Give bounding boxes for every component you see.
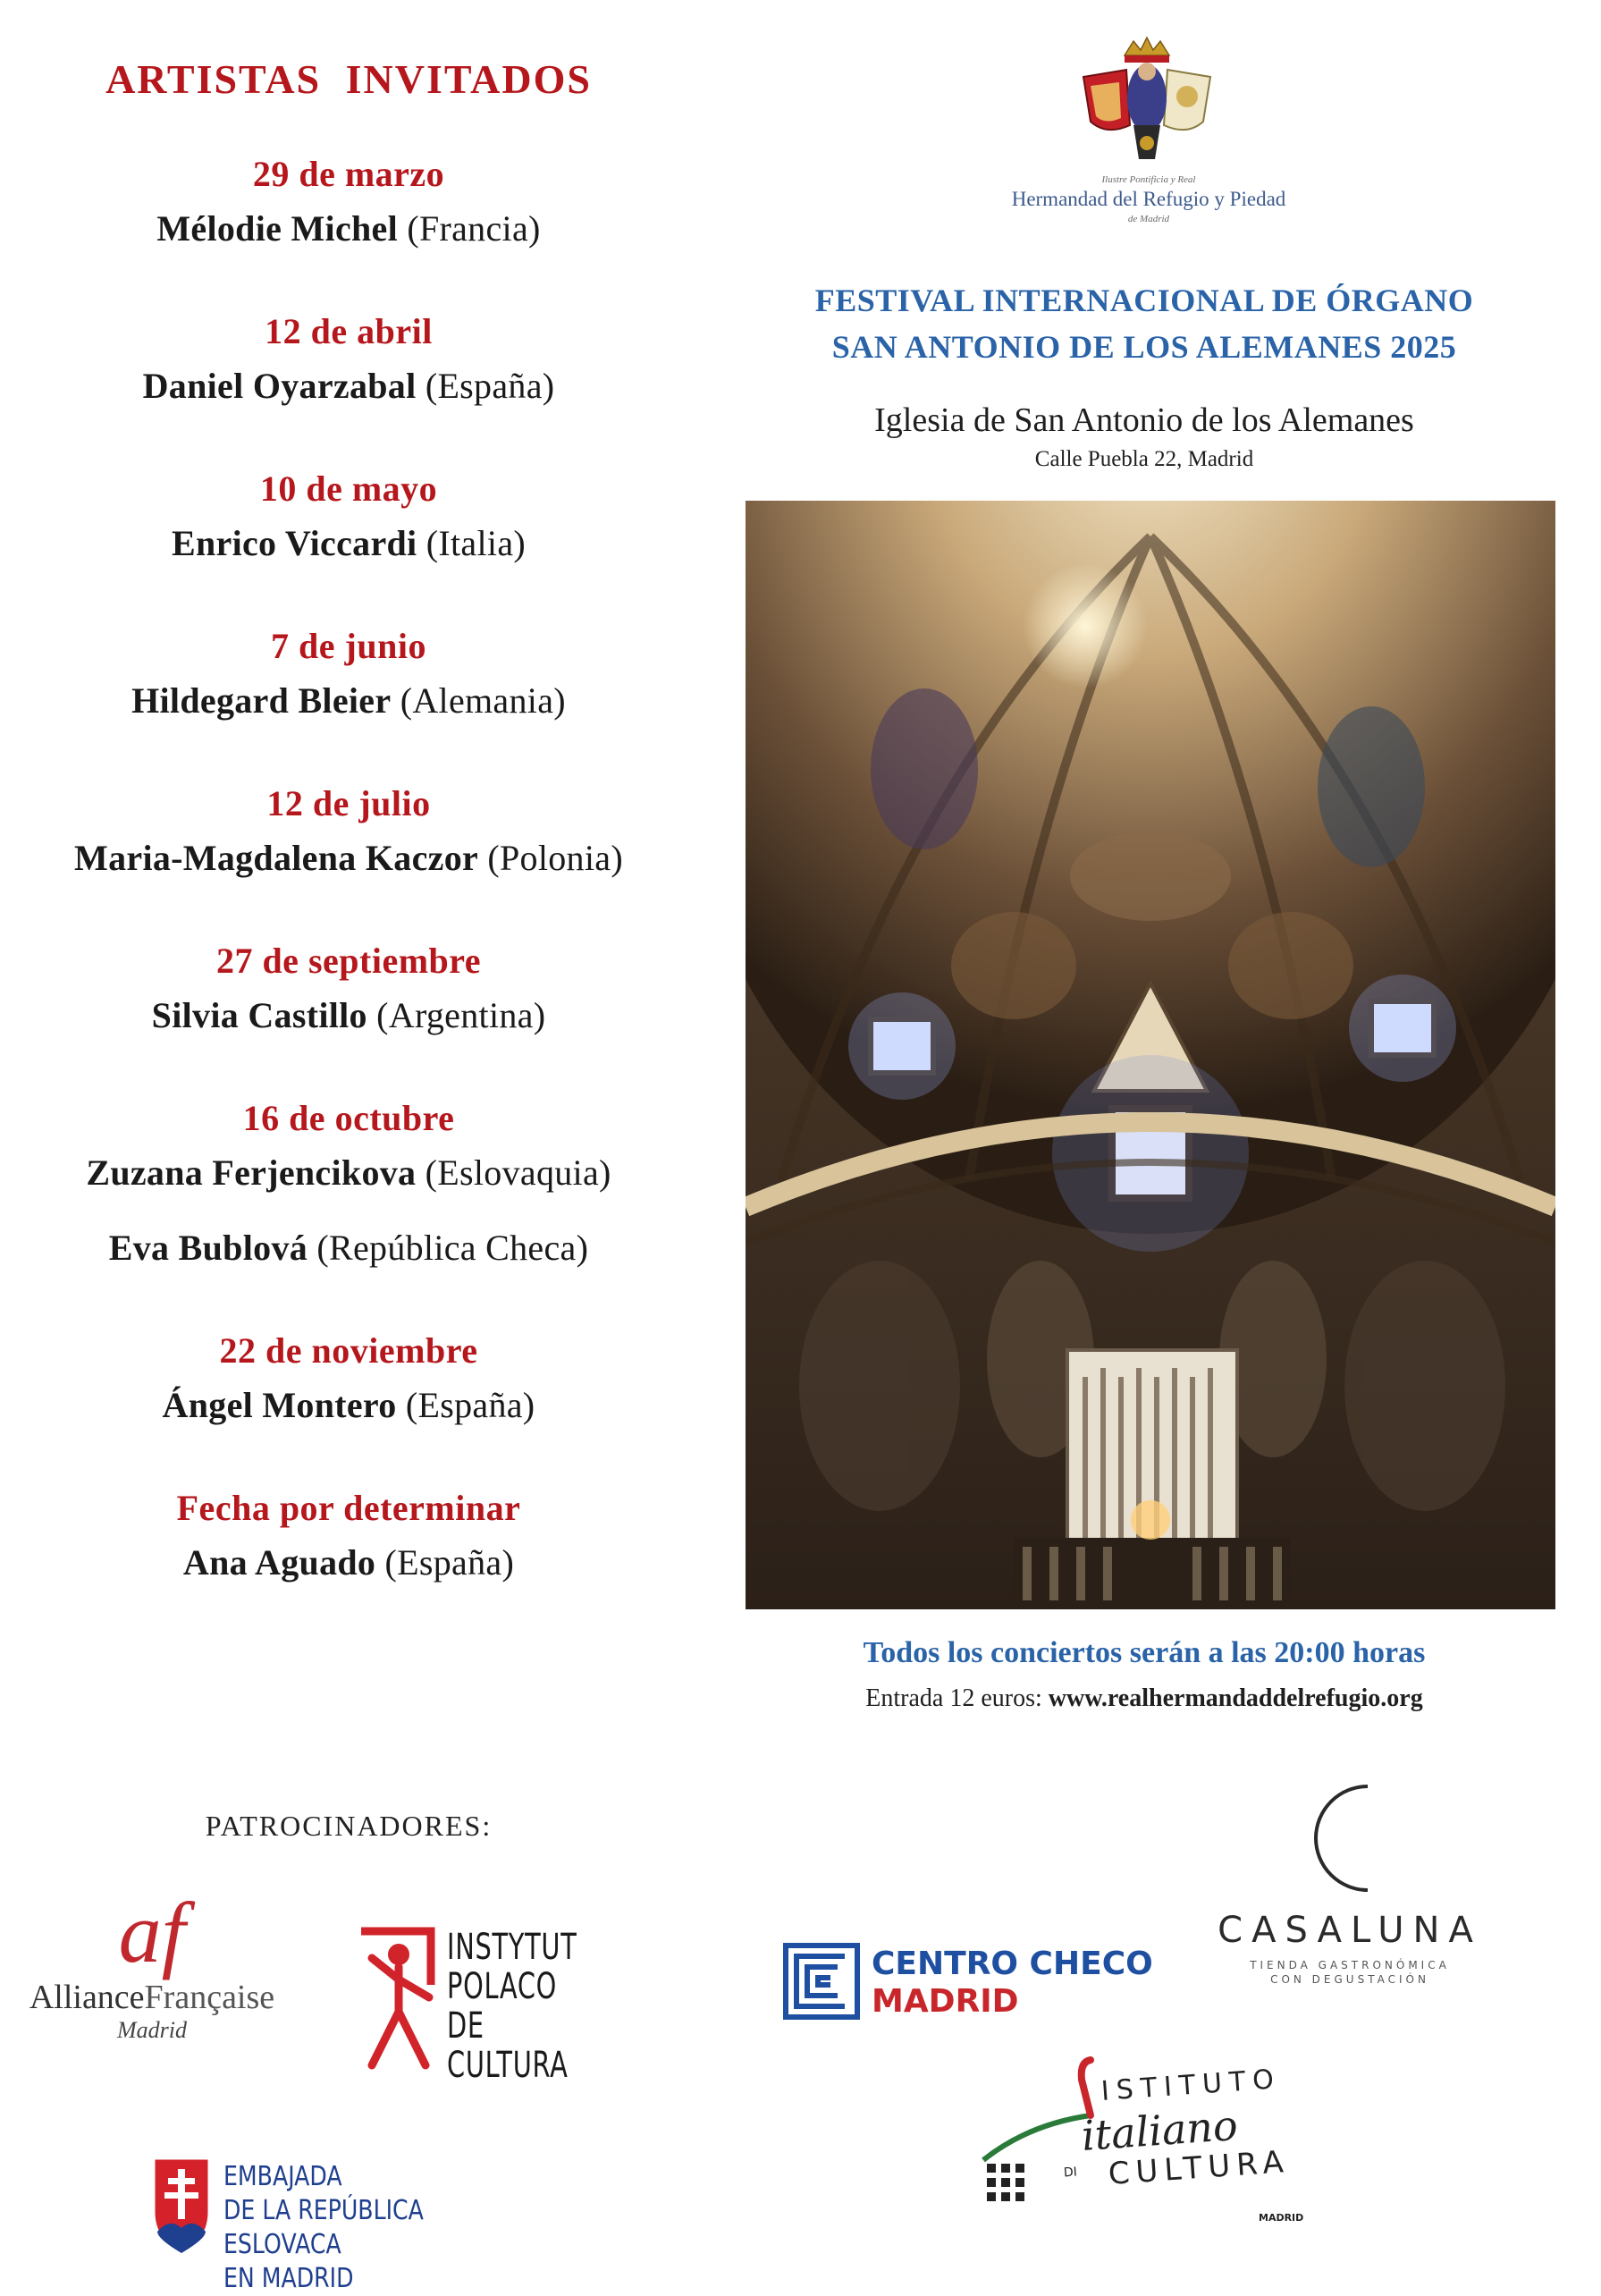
casaluna-tag2: CON DEGUSTACIÓN xyxy=(1270,1973,1429,1986)
brotherhood-name: Hermandad del Refugio y Piedad xyxy=(1011,188,1286,210)
artists-heading: ARTISTAS INVITADOS xyxy=(105,56,592,102)
performer-country: (Alemania) xyxy=(400,680,566,721)
concert-date: 27 de septiembre xyxy=(215,941,482,981)
concert-entry xyxy=(0,308,697,413)
website-link[interactable]: www.realhermandaddelrefugio.org xyxy=(1048,1684,1423,1712)
brotherhood-small-bottom: de Madrid xyxy=(1127,214,1170,224)
czech-line2: MADRID xyxy=(872,1983,1019,2020)
performer-country: (España) xyxy=(405,1385,535,1425)
italian-line2: italiano xyxy=(1080,2100,1240,2160)
italian-institute-mark-icon xyxy=(974,2053,1100,2232)
address: Calle Puebla 22, Madrid xyxy=(1034,447,1254,471)
crescent-moon-icon xyxy=(1296,1776,1403,1901)
casaluna-name: CASALUNA xyxy=(1218,1910,1482,1951)
performer-name: Ana Aguado xyxy=(182,1542,376,1583)
italian-city: MADRID xyxy=(1259,2212,1304,2224)
concert-date: 7 de junio xyxy=(271,626,426,666)
italian-line3a: DI xyxy=(1063,2165,1078,2181)
performer xyxy=(0,1379,697,1432)
festival-title-line1: FESTIVAL INTERNACIONAL DE ÓRGANO xyxy=(814,283,1474,318)
church-dome-photo xyxy=(746,501,1555,1609)
performer-country: (España) xyxy=(425,366,555,406)
performer-country: (España) xyxy=(384,1542,515,1583)
performer-country: (Polonia) xyxy=(487,838,623,878)
performer xyxy=(0,359,697,413)
performer xyxy=(0,989,697,1042)
concert-entry xyxy=(0,1327,697,1432)
performer xyxy=(0,202,697,256)
casaluna-tag1: TIENDA GASTRONÓMICA xyxy=(1250,1959,1450,1971)
performer-name: Hildegard Bleier xyxy=(131,680,392,721)
instituto-polaco-logo xyxy=(349,1922,581,2086)
slovak-coat-of-arms-icon xyxy=(152,2157,211,2255)
performer xyxy=(0,831,697,885)
sponsors-label: PATROCINADORES: xyxy=(205,1810,493,1842)
concert-date: Fecha por determinar xyxy=(176,1488,521,1528)
concert-date: 12 de abril xyxy=(265,311,433,351)
festival-title xyxy=(724,277,1564,370)
concert-list xyxy=(0,150,697,1642)
concert-entry xyxy=(0,937,697,1042)
alliance-francaise-logo xyxy=(18,1885,286,2076)
italian-line3b: CULTURA xyxy=(1107,2143,1291,2192)
performer xyxy=(0,674,697,728)
performer-country: (Francia) xyxy=(407,208,541,249)
performer-name: Mélodie Michel xyxy=(156,208,399,249)
embassy-line1: EMBAJADA xyxy=(223,2161,342,2192)
performer-name: Maria-Magdalena Kaczor xyxy=(74,838,479,878)
alliance-mark: af xyxy=(118,1885,186,1980)
brotherhood-small-top: Ilustre Pontificia y Real xyxy=(1101,174,1196,185)
polish-line1: INSTYTUT xyxy=(447,1927,577,1968)
concert-date: 10 de mayo xyxy=(259,468,438,509)
embassy-line2: DE LA REPÚBLICA ESLOVACA xyxy=(223,2195,424,2260)
performer xyxy=(0,1221,697,1275)
embassy-line3: EN MADRID xyxy=(223,2263,354,2294)
performer-country: (Italia) xyxy=(426,523,526,563)
czech-center-square-icon xyxy=(782,1942,861,2021)
performer xyxy=(0,1536,697,1590)
entry-info xyxy=(724,1684,1564,1713)
alliance-city: Madrid xyxy=(117,2017,187,2043)
festival-title-line2: SAN ANTONIO DE LOS ALEMANES 2025 xyxy=(831,329,1457,365)
performer-country: (República Checa) xyxy=(316,1228,589,1268)
casaluna-logo xyxy=(1189,1776,1511,1990)
polish-institute-figure-icon xyxy=(349,1922,438,2074)
entry-label: Entrada 12 euros: xyxy=(865,1684,1049,1712)
brotherhood-logo xyxy=(965,173,1332,225)
istituto-italiano-logo xyxy=(974,2053,1332,2241)
performer-country: (Eslovaquia) xyxy=(425,1152,611,1193)
slovak-embassy-logo xyxy=(152,2157,581,2294)
concert-time-note: Todos los conciertos serán a las 20:00 horas xyxy=(863,1636,1426,1669)
concert-entry xyxy=(0,780,697,885)
venue: Iglesia de San Antonio de los Alemanes xyxy=(874,401,1414,439)
concert-date: 12 de julio xyxy=(266,783,431,823)
concert-date: 16 de octubre xyxy=(242,1098,455,1138)
concert-entry xyxy=(0,1484,697,1590)
performer-country: (Argentina) xyxy=(376,995,546,1035)
performer-name: Zuzana Ferjencikova xyxy=(86,1152,417,1193)
performer-name: Ángel Montero xyxy=(162,1385,397,1425)
centro-checo-logo xyxy=(782,1938,1158,2028)
concert-date: 22 de noviembre xyxy=(219,1330,478,1371)
concert-entry xyxy=(0,150,697,256)
italian-line1: ISTITUTO xyxy=(1100,2064,1283,2107)
concert-date: 29 de marzo xyxy=(252,154,445,194)
polish-line3: DE CULTURA xyxy=(447,2005,569,2086)
polish-line2: POLACO xyxy=(447,1966,558,2007)
alliance-name: AllianceFrançaise xyxy=(29,1979,275,2016)
brotherhood-crest-icon xyxy=(1071,36,1223,170)
czech-line1: CENTRO CHECO xyxy=(872,1946,1153,1982)
performer-name: Eva Bublová xyxy=(108,1228,308,1268)
performer xyxy=(0,1146,697,1200)
performer-name: Enrico Viccardi xyxy=(172,523,417,563)
concert-entry xyxy=(0,465,697,570)
concert-entry xyxy=(0,1094,697,1275)
performer-name: Daniel Oyarzabal xyxy=(142,366,417,406)
performer-name: Silvia Castillo xyxy=(151,995,367,1035)
concert-entry xyxy=(0,622,697,728)
performer xyxy=(0,517,697,570)
